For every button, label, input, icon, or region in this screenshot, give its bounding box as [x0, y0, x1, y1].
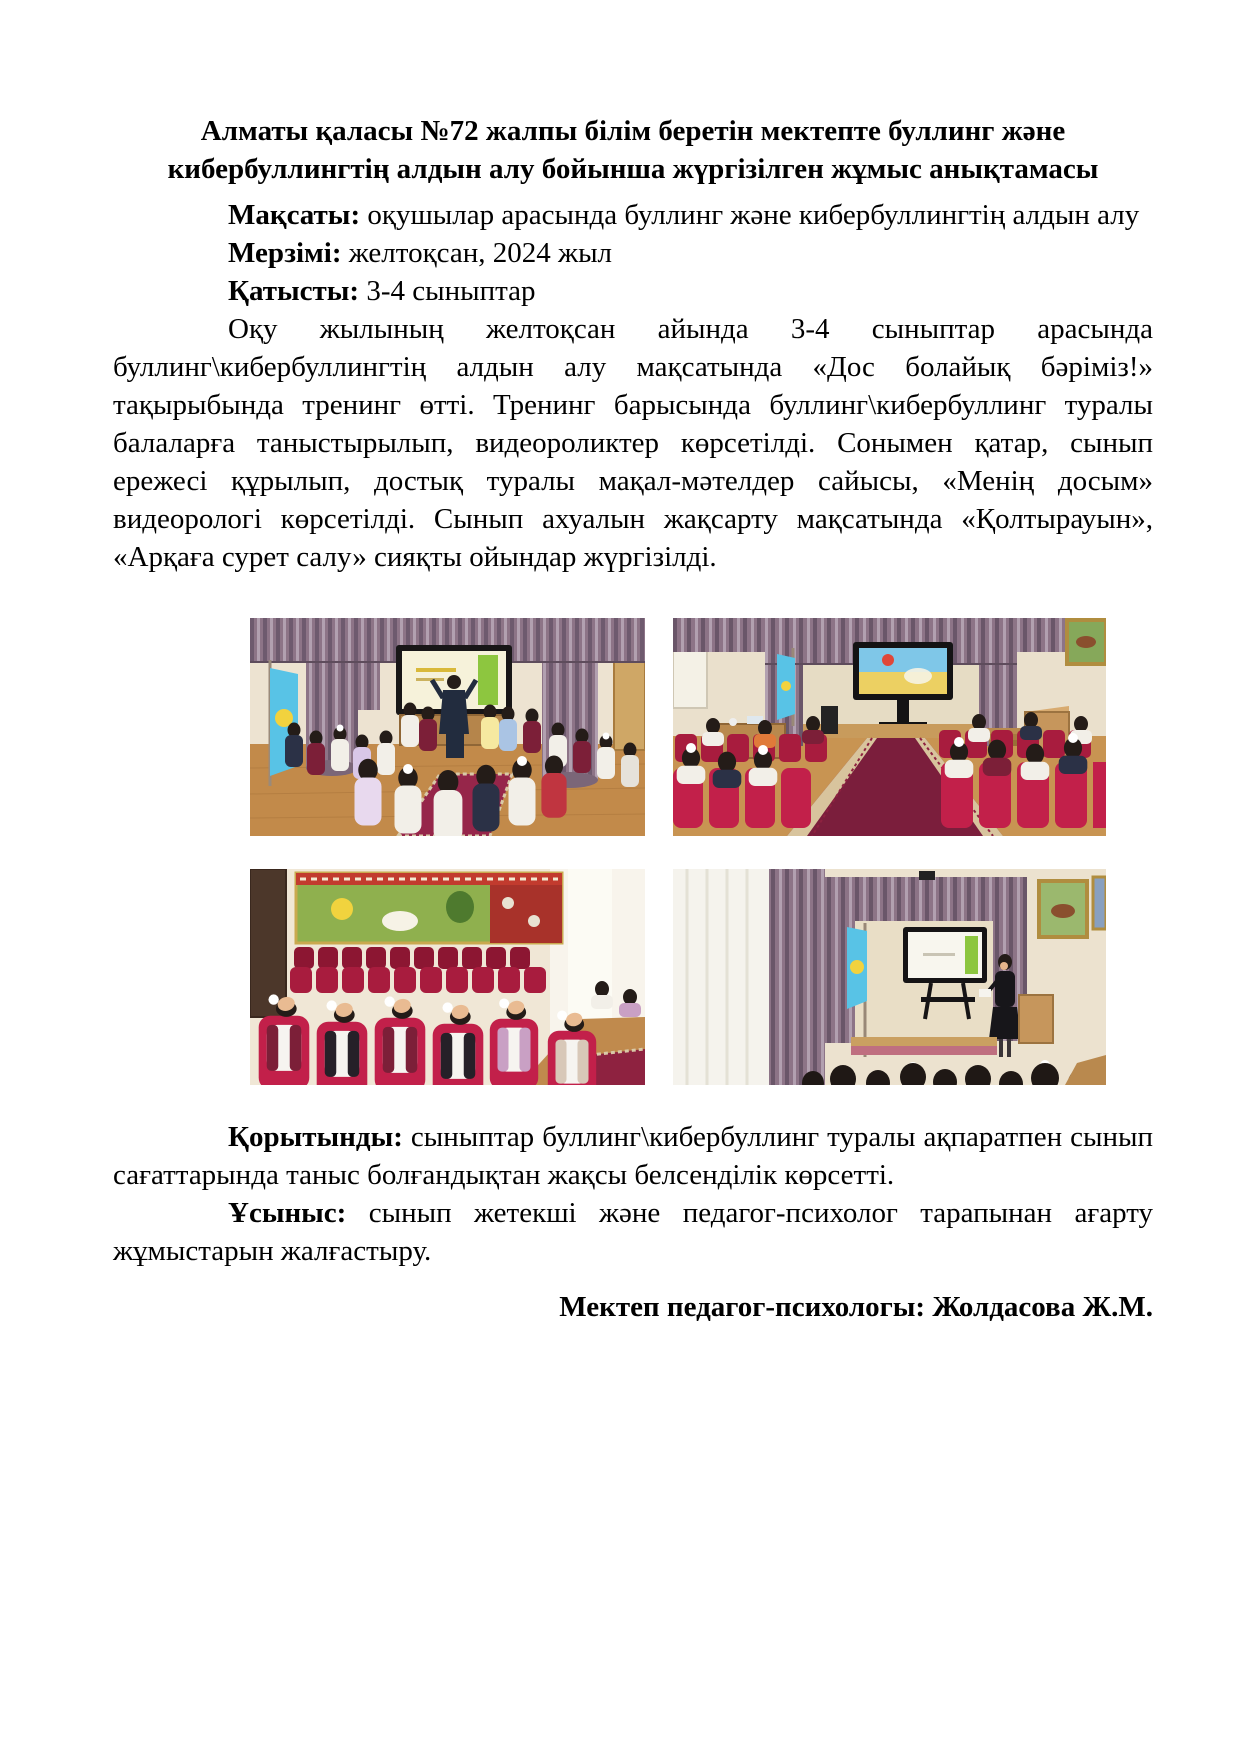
document-title [113, 112, 1153, 188]
stage-edge [851, 1037, 997, 1047]
scope-text: 3-4 сыныптар [366, 275, 536, 307]
stage-presentation-illustration [673, 869, 1106, 1085]
paragraph-goal [113, 196, 1153, 234]
training-circle-illustration [250, 618, 645, 836]
result-label: Қорытынды: [228, 1121, 403, 1153]
wall-mural [296, 873, 562, 943]
paragraph-suggestion [113, 1194, 1153, 1270]
projector [919, 871, 935, 880]
signature-line: Мектеп педагог-психологы: Жолдасова Ж.М. [559, 1291, 1153, 1323]
curtain-panel [769, 869, 825, 1085]
result-text: сыныптар буллинг\кибербуллинг туралы ақпаратпен сынып сағаттарында таныс болғандықтан жақсы белсенділік көрсетті. [113, 1121, 1153, 1191]
title-line-1: Алматы қаласы №72 жалпы білім беретін мектепте буллинг және [200, 115, 1066, 147]
photo-training-circle [250, 618, 645, 836]
paragraph-date [113, 234, 1153, 272]
door [250, 869, 286, 1017]
paragraph-result [113, 1118, 1153, 1194]
body-text: Оқу жылының желтоқсан айында 3-4 сыныптар арасында буллинг\кибербуллингтің алдын алу мақсатында «Дос болайық бәріміз!» тақырыбында тренинг өтті. Тренинг барысында буллинг\кибербуллинг туралы балаларға таныстырылып, видеороликтер көрсетілді. Сонымен қатар, сынып ережесі құрылып, достық туралы мақал-мәтелдер сайысы, «Менің досым» видеорологі көрсетілді. Сынып ахуалын жақсарту мақсатында «Қолтырауын», «Арқаға сурет салу» сияқты ойындар жүргізілді. [113, 313, 1153, 573]
goal-label: Мақсаты: [228, 199, 361, 231]
audience-aisle-illustration [673, 618, 1106, 836]
paragraph-body [113, 310, 1153, 576]
podium [1019, 995, 1053, 1043]
paragraph-scope [113, 272, 1153, 310]
photo-relaxing-children [250, 869, 645, 1085]
date-text: желтоқсан, 2024 жыл [348, 237, 613, 269]
scope-label: Қатысты: [228, 275, 360, 307]
speaker [821, 706, 838, 734]
photo-grid [250, 618, 1106, 1085]
suggestion-label: Ұсыныс: [228, 1197, 347, 1229]
photo-audience-aisle [673, 618, 1106, 836]
intro-section [113, 196, 1153, 576]
photo-stage-presentation [673, 869, 1106, 1085]
conclusion-section [113, 1118, 1153, 1270]
second-painting [1093, 877, 1106, 929]
relaxing-children-illustration [250, 869, 645, 1085]
suggestion-text: сынып жетекші және педагог-психолог тарапынан ағарту жұмыстарын жалғастыру. [113, 1197, 1153, 1267]
title-line-2: кибербуллингтің алдын алу бойынша жүргізілген жұмыс анықтамасы [167, 153, 1099, 185]
date-label: Мерзімі: [228, 237, 342, 269]
goal-text: оқушылар арасында буллинг және кибербуллингтің алдын алу [367, 199, 1140, 231]
